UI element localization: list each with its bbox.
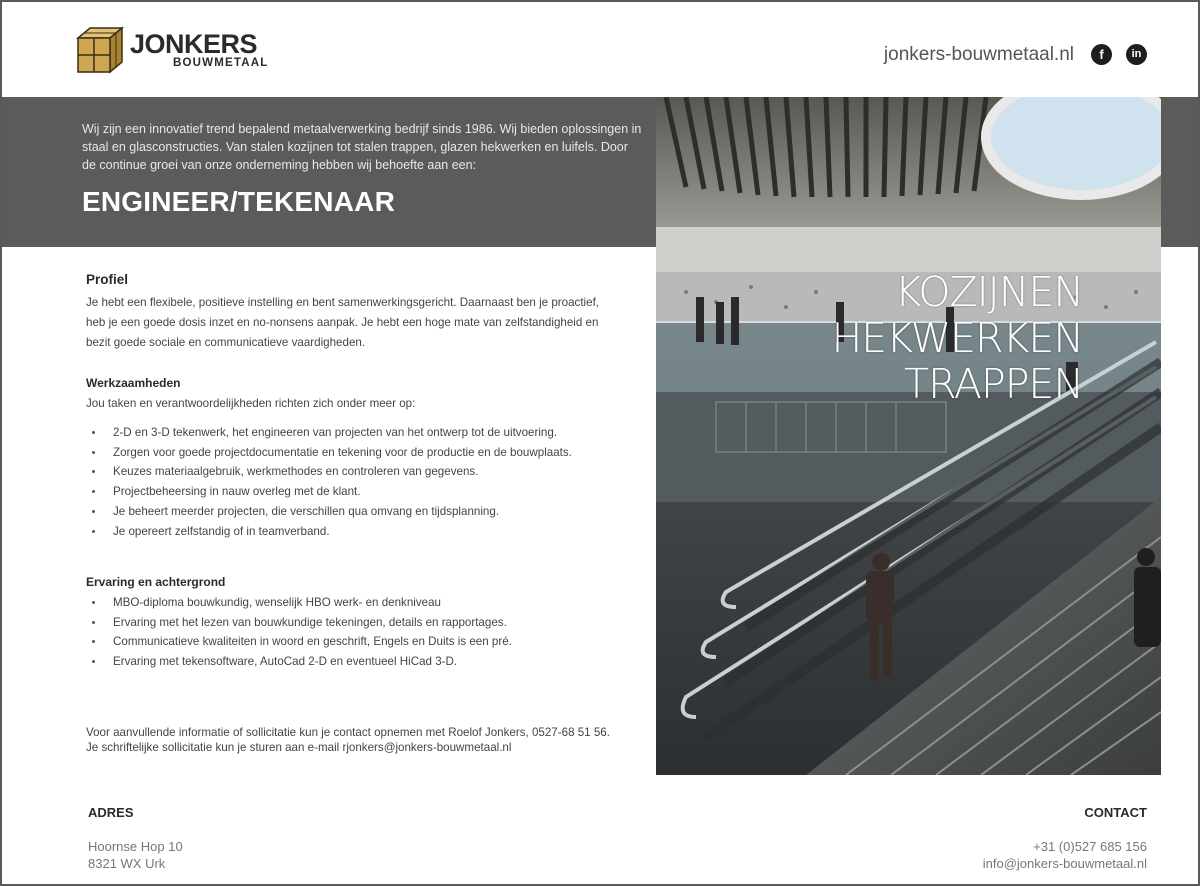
contact-email[interactable]: info@jonkers-bouwmetaal.nl bbox=[982, 856, 1147, 871]
profiel-line: Je hebt een flexibele, positieve instelling en bent samenwerkingsgericht. Daarnaast ben je proactief, bbox=[86, 296, 600, 309]
contact-note bbox=[86, 725, 646, 755]
contact-note-line: Voor aanvullende informatie of sollicitatie kun je contact opnemen met Roelof Jonkers, 0527-68 51 56. bbox=[86, 726, 610, 739]
contact-heading: CONTACT bbox=[1084, 805, 1147, 820]
list-item: Projectbeheersing in nauw overleg met de klant. bbox=[86, 482, 606, 502]
list-item: 2-D en 3-D tekenwerk, het engineeren van projecten van het ontwerp tot de uitvoering. bbox=[86, 423, 606, 443]
profiel-section bbox=[86, 272, 606, 353]
intro-text bbox=[82, 120, 642, 174]
contact-phone[interactable]: +31 (0)527 685 156 bbox=[1033, 839, 1147, 854]
experience-list bbox=[86, 593, 606, 672]
slogan bbox=[831, 269, 1083, 407]
section-heading: Werkzaamheden bbox=[86, 376, 181, 390]
slogan-line: TRAPPEN bbox=[904, 360, 1083, 408]
list-item: Je opereert zelfstandig of in teamverband. bbox=[86, 522, 606, 542]
list-item: Communicatieve kwaliteiten in woord en geschrift, Engels en Duits is een pré. bbox=[86, 632, 606, 652]
section-heading: Profiel bbox=[86, 272, 129, 287]
list-item: Ervaring met tekensoftware, AutoCad 2-D en eventueel HiCad 3-D. bbox=[86, 652, 606, 672]
profiel-line: bezit goede sociale en communicatieve vaardigheden. bbox=[86, 336, 366, 349]
task-list bbox=[86, 423, 606, 541]
facebook-icon[interactable]: f bbox=[1091, 44, 1112, 65]
job-title: ENGINEER/TEKENAAR bbox=[82, 186, 395, 217]
address-heading: ADRES bbox=[88, 805, 134, 820]
werkzaamheden-section bbox=[86, 376, 606, 541]
contact-block bbox=[983, 838, 1147, 872]
logo-cube-icon bbox=[76, 26, 124, 74]
ervaring-section bbox=[86, 575, 606, 672]
linkedin-icon[interactable]: in bbox=[1126, 44, 1147, 65]
brand-name: JONKERS bbox=[130, 29, 258, 59]
address-city: 8321 WX Urk bbox=[88, 856, 166, 871]
profiel-line: heb je een goede dosis inzet en no-nonsens aanpak. Je hebt een hoge mate van zelfstandigheid en bbox=[86, 316, 599, 329]
slogan-line: HEKWERKEN bbox=[831, 314, 1083, 362]
contact-note-line: Je schriftelijke sollicitatie kun je sturen aan e-mail rjonkers@jonkers-bouwmetaal.nl bbox=[86, 741, 512, 754]
intro-paragraph: Wij zijn een innovatief trend bepalend metaalverwerking bedrijf sinds 1986. Wij bieden oplossingen in staal en glasconstructies. Van stalen kozijnen tot stalen trappen, glazen hekwerken en luifels. Door de continue groei van onze onderneming hebben wij behoefte aan een: bbox=[82, 122, 642, 172]
address-block bbox=[88, 838, 183, 872]
address-street: Hoornse Hop 10 bbox=[88, 839, 183, 854]
company-logo[interactable] bbox=[76, 26, 286, 76]
website-link[interactable]: jonkers-bouwmetaal.nl bbox=[883, 44, 1074, 65]
section-heading: Ervaring en achtergrond bbox=[86, 575, 226, 589]
list-item: Keuzes materiaalgebruik, werkmethodes en controleren van gegevens. bbox=[86, 462, 606, 482]
list-item: Zorgen voor goede projectdocumentatie en tekening voor de productie en de bouwplaats. bbox=[86, 443, 606, 463]
escalator-photo bbox=[656, 97, 1161, 775]
werkzaamheden-intro: Jou taken en verantwoordelijkheden richten zich onder meer op: bbox=[86, 397, 416, 410]
list-item: MBO-diploma bouwkundig, wenselijk HBO werk- en denkniveau bbox=[86, 593, 606, 613]
escalator-illustration bbox=[656, 97, 1161, 775]
list-item: Je beheert meerder projecten, die verschillen qua omvang en tijdsplanning. bbox=[86, 502, 606, 522]
list-item: Ervaring met het lezen van bouwkundige tekeningen, details en rapportages. bbox=[86, 613, 606, 633]
slogan-line: KOZIJNEN bbox=[894, 268, 1083, 316]
brand-subtitle: BOUWMETAAL bbox=[173, 57, 269, 69]
